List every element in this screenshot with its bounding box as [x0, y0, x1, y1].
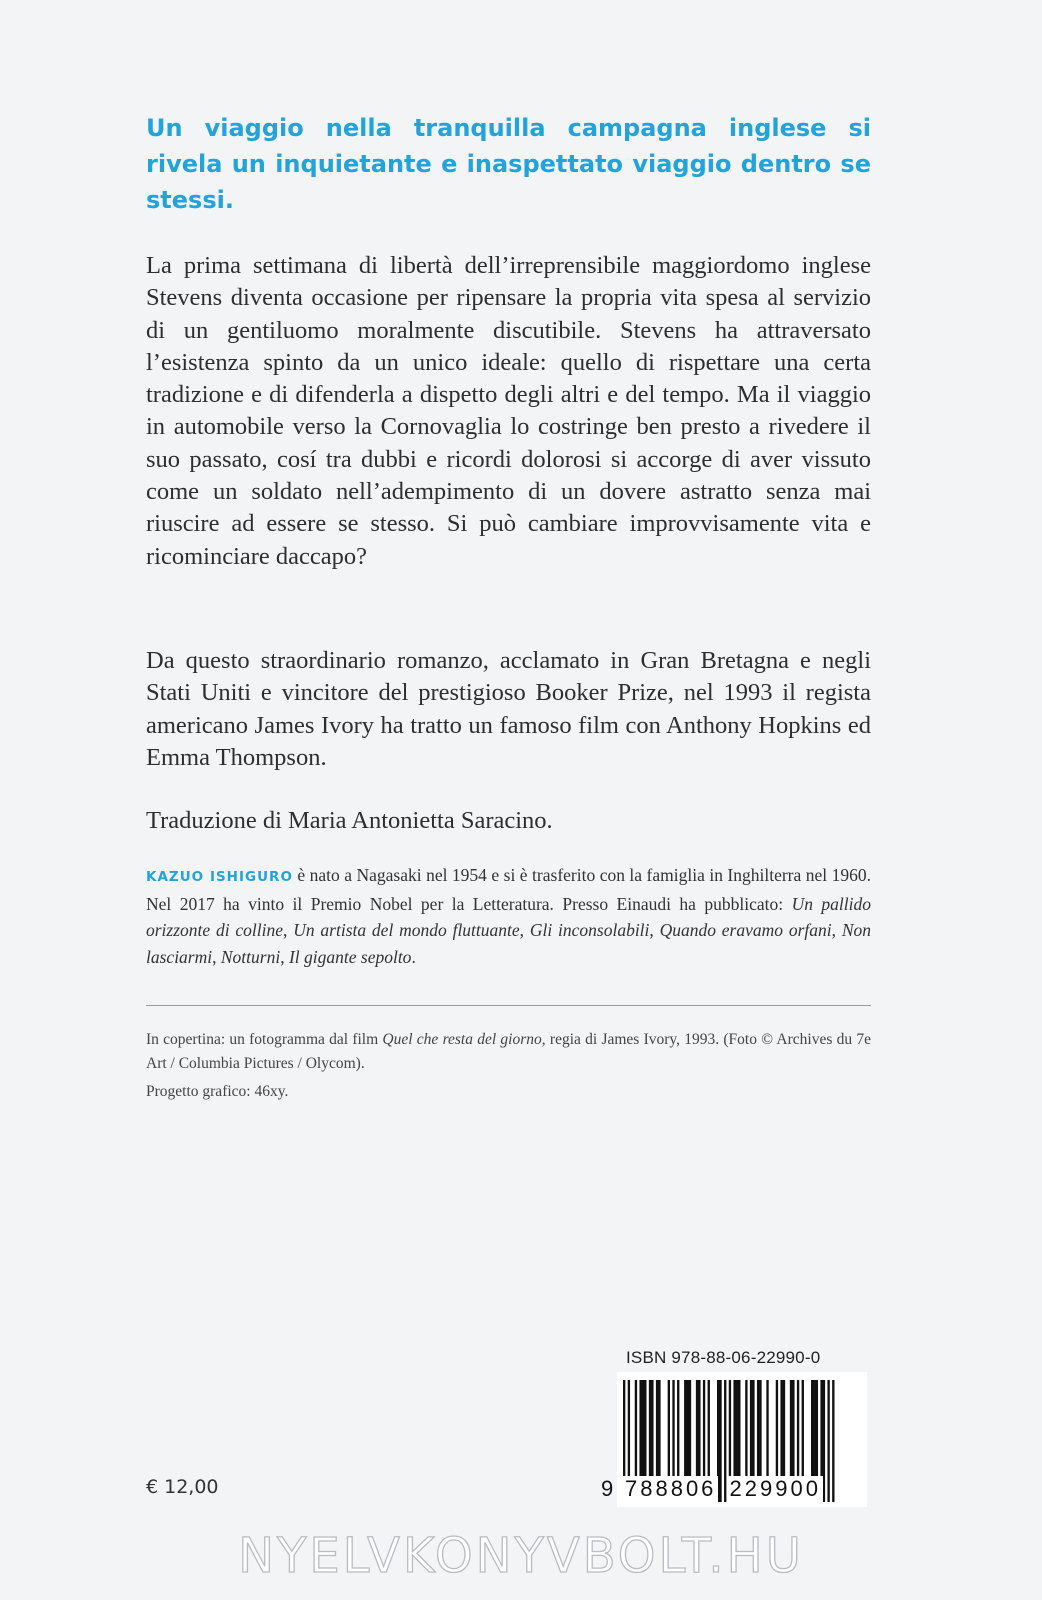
work-title: Non lasciarmi — [146, 920, 871, 967]
price-label: € 12,00 — [146, 1476, 219, 1498]
film-title: Quel che resta del giorno — [382, 1031, 542, 1048]
author-bio-intro: è nato a Nagasaki nel 1954 e si è trasferito con la famiglia in Inghilterra nel 1960. Nel 2017 ha vinto il Premio Nobel per la Letteratura. Presso Einaudi ha pubblicato: — [146, 865, 871, 914]
watermark: NYELVKONYVBOLT.HU — [238, 1528, 804, 1584]
work-title: Quando eravamo orfani — [659, 920, 832, 940]
work-title: Notturni — [220, 946, 281, 967]
barcode-left-group: 788806 — [625, 1476, 717, 1501]
barcode-right-group: 229900 — [729, 1476, 821, 1501]
author-name: KAZUO ISHIGURO — [146, 869, 293, 885]
cover-credit-prefix: In copertina: un fotogramma dal film — [146, 1031, 383, 1048]
barcode-first-digit: 9 — [601, 1476, 617, 1501]
cover-credit-suffix: , regia di James Ivory, 1993. (Foto © Archives du 7e Art / Columbia Pictures / Olycom). — [146, 1031, 872, 1072]
work-title: Un pallido orizzonte di colline — [146, 893, 871, 940]
cover-credit — [146, 1028, 871, 1076]
synopsis-paragraph: La prima settimana di libertà dell’irreprensibile maggiordomo inglese Stevens diventa occasione per ripensare la propria vita spesa al servizio di un gentiluomo moralmente discutibile. Stevens ha attraversato l’esistenza spinto da un unico ideale: quello di rispettare una certa tradizione e di difenderla a dispetto degli altri e del tempo. Ma il viaggio in automobile verso la Cornovaglia lo costringe ben presto a rivedere il suo passato, cosí tra dubbi e ricordi dolorosi si accorge di aver vissuto come un soldato nell’adempimento di un dovere astratto senza mai riuscire ad essere se stesso. Si può cambiare improvvisamente vita e ricominciare daccapo? — [146, 252, 871, 570]
design-credit: Progetto grafico: 46xy. — [146, 1083, 289, 1100]
translation-credit: Traduzione di Maria Antonietta Saracino. — [146, 807, 553, 834]
work-title: Gli inconsolabili — [529, 920, 650, 940]
tagline: Un viaggio nella tranquilla campagna inglese si rivela un inquietante e inaspettato viaggio dentro se stessi. — [146, 114, 871, 214]
barcode-digits — [601, 1476, 863, 1502]
film-note-paragraph: Da questo straordinario romanzo, acclamato in Gran Bretagna e negli Stati Uniti e vincitore del prestigioso Booker Prize, nel 1993 il regista americano James Ivory ha tratto un famoso film con Anthony Hopkins ed Emma Thompson. — [146, 647, 871, 771]
isbn-label: ISBN 978-88-06-22990-0 — [626, 1348, 821, 1367]
work-title: Un artista del mondo fluttuante — [293, 920, 520, 940]
author-bio: KAZUO ISHIGURO è nato a Nagasaki nel 1954 e si è trasferito con la famiglia in Inghilterra nel 1960. Nel 2017 ha vinto il Premio Nobel per la Letteratura. Presso Einaudi ha pubblicato: Un pallido orizzonte di colline, Un artista del mondo fluttuante, Gli inconsolabili, Quando eravamo orfani, Non lasciarmi, Notturni, Il gigante sepolto. — [146, 865, 871, 967]
divider — [146, 1005, 871, 1006]
work-title: Il gigante sepolto — [288, 946, 412, 967]
